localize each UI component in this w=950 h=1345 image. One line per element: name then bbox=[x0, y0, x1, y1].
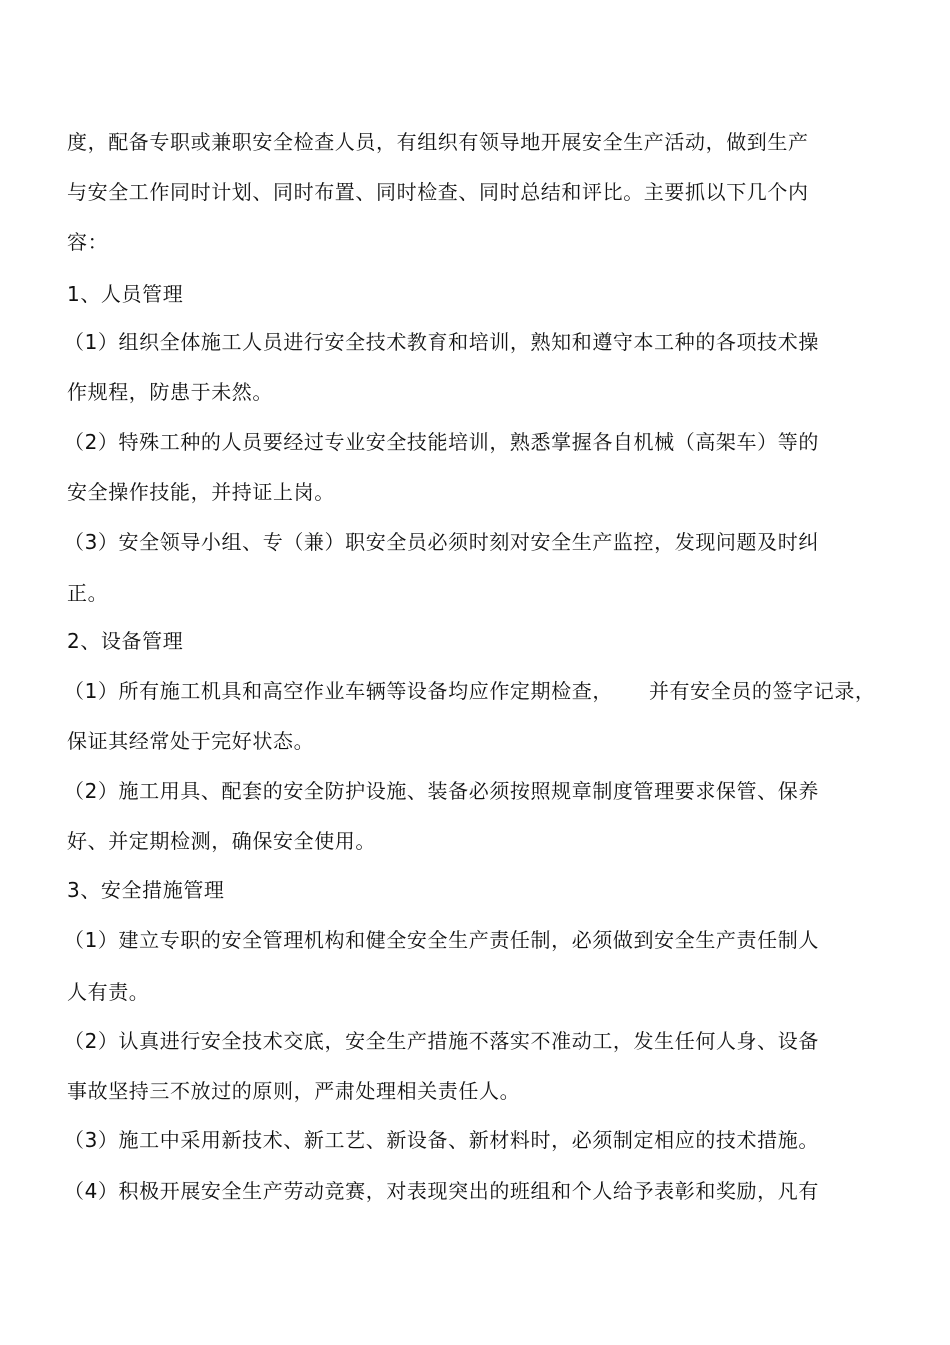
paragraph-line: 好、并定期检测，确保安全使用。 bbox=[67, 829, 376, 853]
paragraph-line: 安全操作技能，并持证上岗。 bbox=[67, 480, 335, 504]
paragraph-line: 正。 bbox=[67, 581, 109, 605]
list-item: （4）积极开展安全生产劳动竞赛，对表现突出的班组和个人给予表彰和奖励，凡有 bbox=[64, 1179, 819, 1203]
section-heading: 1、人员管理 bbox=[67, 282, 184, 306]
paragraph-line: 与安全工作同时计划、同时布置、同时检查、同时总结和评比。主要抓以下几个内 bbox=[67, 180, 809, 204]
paragraph-line: 保证其经常处于完好状态。 bbox=[67, 729, 315, 753]
paragraph-line: 人有责。 bbox=[67, 980, 150, 1004]
list-item: （1）组织全体施工人员进行安全技术教育和培训，熟知和遵守本工种的各项技术操 bbox=[64, 330, 819, 354]
list-item-part: （1）所有施工机具和高空作业车辆等设备均应作定期检查， bbox=[64, 679, 613, 703]
paragraph-line: 事故坚持三不放过的原则，严肃处理相关责任人。 bbox=[67, 1079, 521, 1103]
paragraph-line: 度，配备专职或兼职安全检查人员，有组织有领导地开展安全生产活动，做到生产 bbox=[67, 130, 809, 154]
list-item: （3）施工中采用新技术、新工艺、新设备、新材料时，必须制定相应的技术措施。 bbox=[64, 1128, 819, 1152]
section-heading: 3、安全措施管理 bbox=[67, 878, 225, 902]
list-item: （2）认真进行安全技术交底，安全生产措施不落实不准动工，发生任何人身、设备 bbox=[64, 1029, 819, 1053]
list-item: （2）特殊工种的人员要经过专业安全技能培训，熟悉掌握各自机械（高架车）等的 bbox=[64, 430, 819, 454]
list-item: （3）安全领导小组、专（兼）职安全员必须时刻对安全生产监控，发现问题及时纠 bbox=[64, 530, 819, 554]
paragraph-line: 容： bbox=[67, 230, 109, 254]
section-heading: 2、设备管理 bbox=[67, 629, 184, 653]
list-item-part: 并有安全员的签字记录， bbox=[648, 679, 876, 703]
list-item bbox=[64, 678, 876, 704]
paragraph-line: 作规程，防患于未然。 bbox=[67, 380, 273, 404]
list-item: （2）施工用具、配套的安全防护设施、装备必须按照规章制度管理要求保管、保养 bbox=[64, 779, 819, 803]
list-item: （1）建立专职的安全管理机构和健全安全生产责任制，必须做到安全生产责任制人 bbox=[64, 928, 819, 952]
